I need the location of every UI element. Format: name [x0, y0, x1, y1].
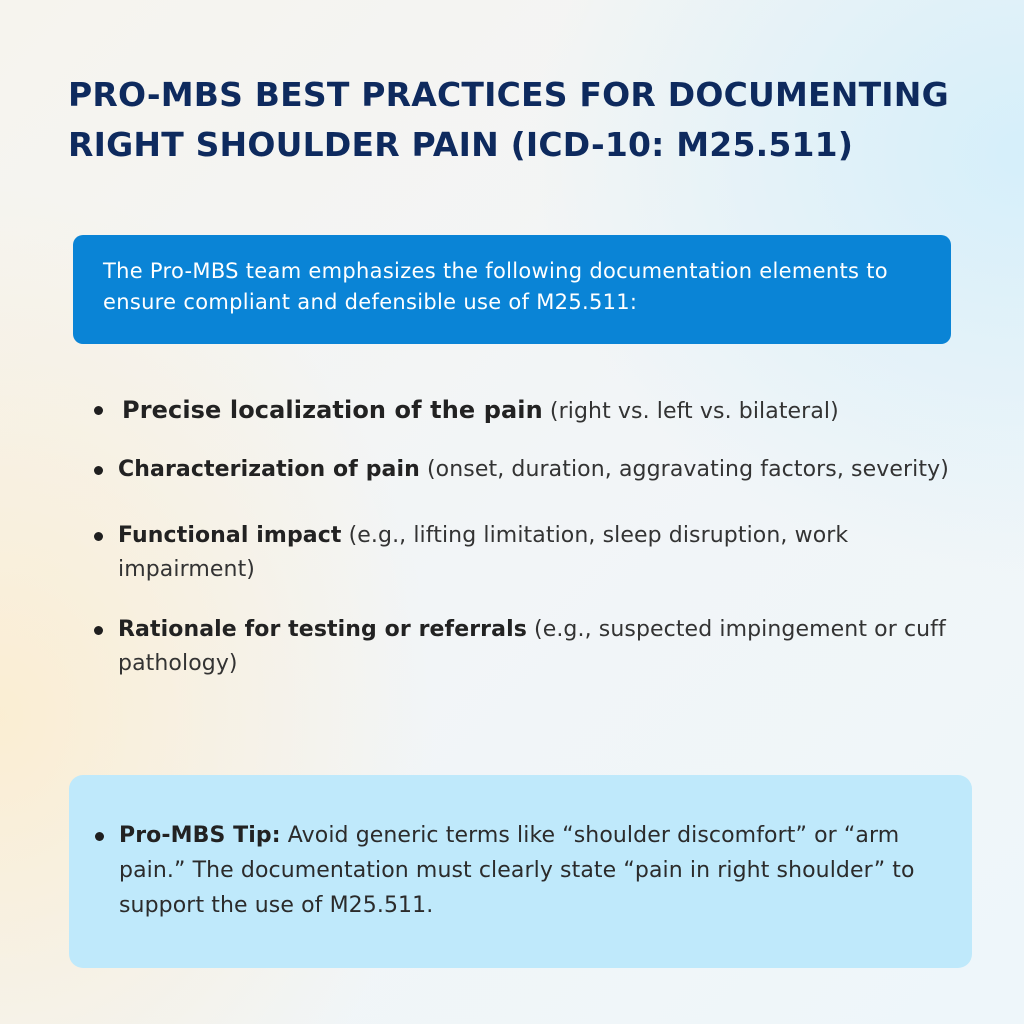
best-practices-list: [90, 393, 960, 681]
tip-item: [91, 818, 942, 923]
tip-text: Avoid generic terms like “shoulder discomfort” or “arm pain.” The documentation must clearly state “pain in right shoulder” to support the use of M25.511.: [119, 823, 915, 918]
list-item-detail: (e.g., suspected impingement or cuff pathology): [118, 617, 946, 676]
tip-callout: [69, 775, 972, 968]
list-item-lead: Rationale for testing or referrals: [118, 617, 527, 642]
bullet-icon: [94, 532, 103, 541]
page-title-line-2: RIGHT SHOULDER PAIN (ICD-10: M25.511): [68, 125, 854, 164]
bullet-icon: [94, 626, 103, 635]
list-item-lead: Functional impact: [118, 523, 342, 548]
list-item-detail: (onset, duration, aggravating factors, severity): [419, 457, 949, 482]
page-title: [68, 70, 968, 170]
bullet-icon: [94, 406, 103, 415]
bullet-icon: [95, 832, 104, 841]
list-item-detail: (e.g., lifting limitation, sleep disruption, work impairment): [118, 523, 849, 582]
page-title-line-1: PRO-MBS BEST PRACTICES FOR DOCUMENTING: [68, 75, 949, 114]
list-item-detail: (right vs. left vs. bilateral): [542, 399, 839, 424]
list-item-functional-impact: [90, 519, 960, 587]
list-item-rationale: [90, 613, 960, 681]
list-item-localization: [90, 393, 960, 429]
list-item-characterization: [90, 453, 960, 487]
list-item-lead: Precise localization of the pain: [122, 396, 543, 424]
bullet-icon: [94, 466, 103, 475]
intro-text: The Pro-MBS team emphasizes the following documentation elements to ensure compliant and defensible use of M25.511:: [103, 259, 888, 314]
intro-callout: [73, 235, 951, 344]
tip-label: Pro-MBS Tip:: [119, 823, 281, 848]
list-item-lead: Characterization of pain: [118, 457, 420, 482]
